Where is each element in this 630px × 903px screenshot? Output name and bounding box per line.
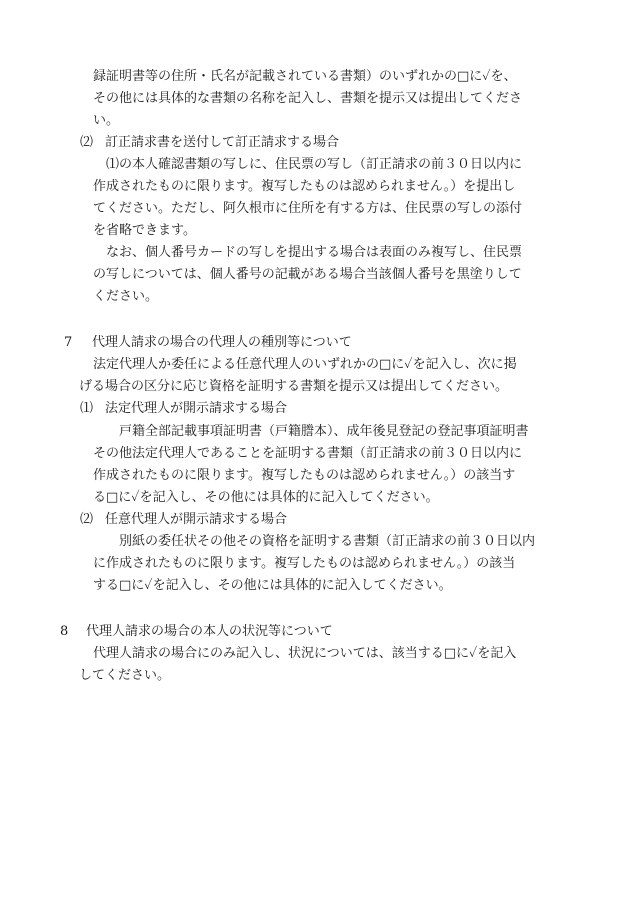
- s6-sub2-p1-line-3: てください。ただし、阿久根市に住所を有する方は、住民票の写しの添付: [93, 201, 523, 216]
- s6-line-1: 録証明書等の住所・氏名が記載されている書類）のいずれかの□に✓を、: [93, 69, 517, 84]
- s7-p-line-2: げる場合の区分に応じ資格を証明する書類を提示又は提出してください。: [79, 379, 509, 394]
- s6-sub2-p2-line-1: なお、個人番号カードの写しを提出する場合は表面のみ複写し、住民票: [106, 245, 523, 260]
- s6-sub2-p1-line-4: を省略できます。: [93, 223, 196, 238]
- s7-sub2-line-2: に作成されたものに限ります。複写したものは認められません。）の該当: [93, 556, 516, 571]
- s7-sub1-line-1: 戸籍全部記載事項証明書（戸籍謄本）、成年後見登記の登記事項証明書: [119, 424, 529, 439]
- s7-number: 7: [64, 335, 73, 350]
- s7-sub1-number: ⑴: [80, 401, 94, 416]
- s7-sub2-line-1: 別紙の委任状その他その資格を証明する書類（訂正請求の前３０日以内: [119, 534, 536, 549]
- s7-sub2-number: ⑵: [80, 512, 94, 527]
- s7-p-line-1: 法定代理人か委任による任意代理人のいずれかの□に✓を記入し、次に掲: [93, 357, 517, 372]
- s7-sub1-line-4: る□に✓を記入し、その他には具体的に記入してください。: [93, 490, 439, 505]
- s7-sub2-title: 任意代理人が開示請求する場合: [105, 512, 288, 527]
- s8-p-line-1: 代理人請求の場合にのみ記入し、状況については、該当する□に✓を記入: [93, 646, 517, 661]
- s6-sub2-p1-line-1: ⑴の本人確認書類の写しに、住民票の写し（訂正請求の前３０日以内に: [106, 157, 523, 172]
- s6-sub2-p2-line-3: ください。: [93, 289, 159, 304]
- s8-title: 代理人請求の場合の本人の状況等について: [86, 624, 333, 639]
- s6-sub2-title: 訂正請求書を送付して訂正請求する場合: [105, 135, 340, 150]
- s6-line-2: その他には具体的な書類の名称を記入し、書類を提示又は提出してくださ: [93, 91, 523, 106]
- s7-title: 代理人請求の場合の代理人の種別等について: [92, 335, 352, 350]
- s7-sub1-line-2: その他法定代理人であることを証明する書類（訂正請求の前３０日以内に: [93, 446, 523, 461]
- s7-sub1-title: 法定代理人が開示請求する場合: [105, 401, 288, 416]
- s6-sub2-p2-line-2: の写しについては、個人番号の記載がある場合当該個人番号を黒塗りして: [93, 267, 522, 282]
- s7-sub2-line-3: する□に✓を記入し、その他には具体的に記入してください。: [93, 578, 452, 593]
- s6-line-3: い。: [93, 113, 120, 128]
- s6-sub2-number: ⑵: [80, 135, 94, 150]
- s8-p-line-2: してください。: [79, 668, 171, 683]
- s7-sub1-line-3: 作成されたものに限ります。複写したものは認められません。）の該当す: [93, 468, 516, 483]
- s6-sub2-p1-line-2: 作成されたものに限ります。複写したものは認められません。）を提出し: [93, 179, 516, 194]
- s8-number: 8: [60, 624, 69, 639]
